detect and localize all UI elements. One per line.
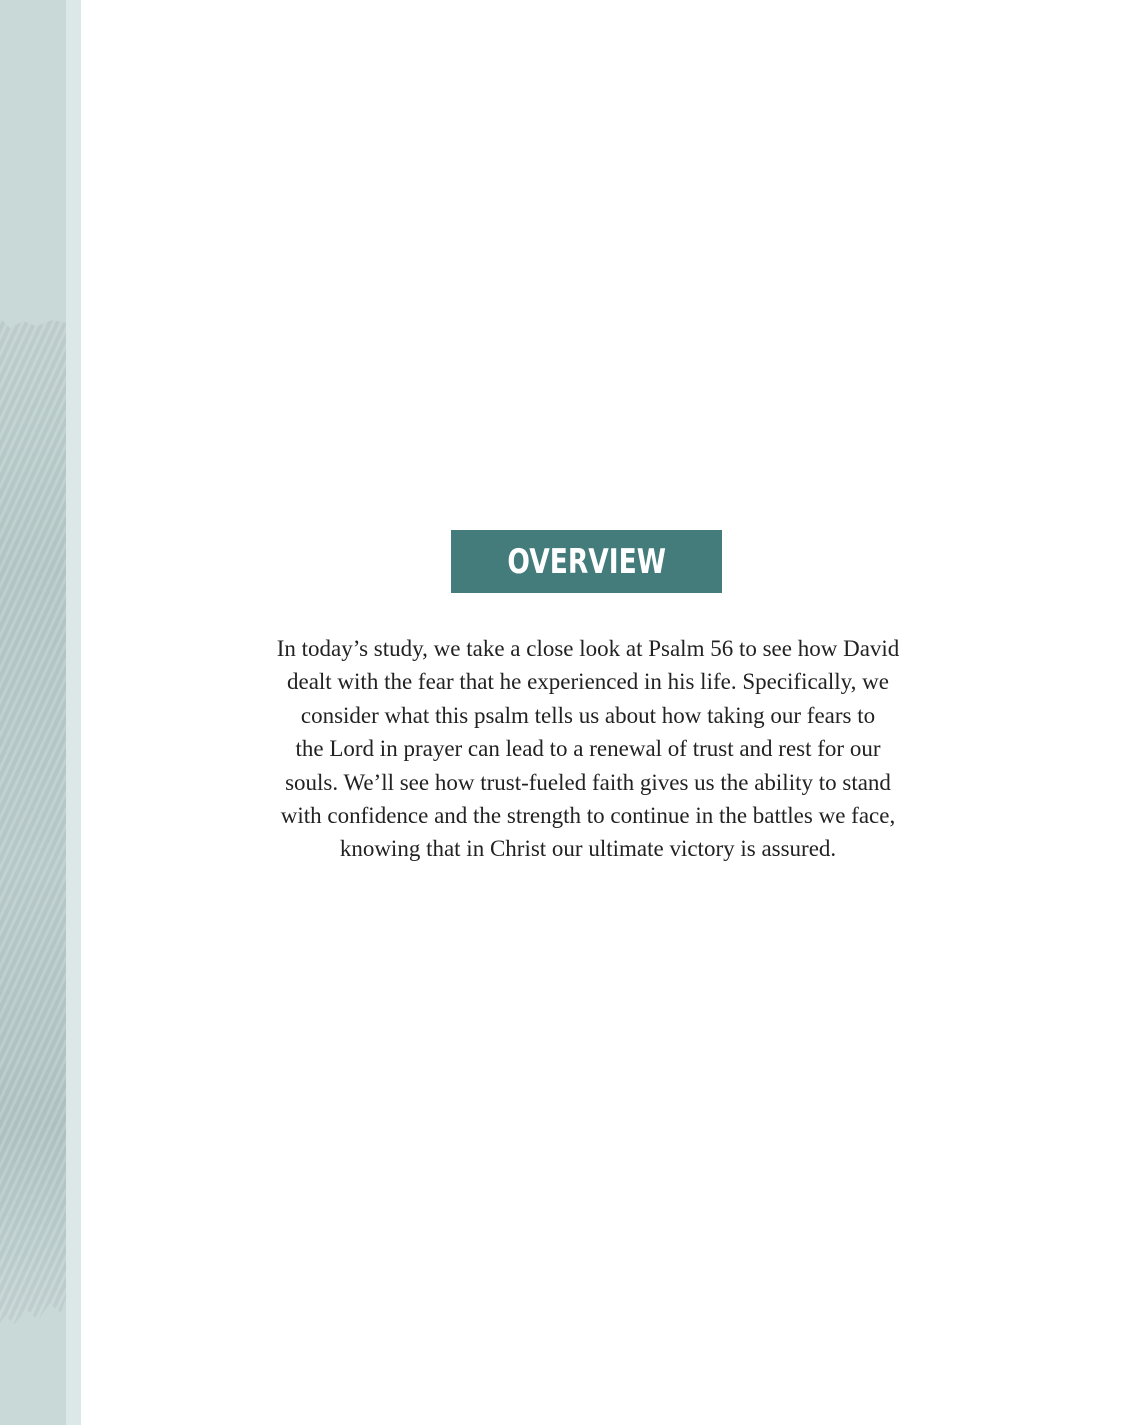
paragraph-line: with confidence and the strength to continue in the battles we face, [280, 803, 896, 829]
paragraph-line: souls. We’ll see how trust-fueled faith gives us the ability to stand [285, 769, 891, 795]
watercolor-texture [0, 318, 66, 1328]
side-rule [66, 0, 81, 1425]
overview-paragraph [238, 632, 938, 866]
overview-banner [451, 530, 722, 593]
paragraph-line: In today’s study, we take a close look at Psalm 56 to see how David [276, 636, 900, 661]
overview-heading: OVERVIEW [507, 541, 666, 582]
paragraph-line: dealt with the fear that he experienced in his life. Specifically, we [286, 669, 889, 695]
paragraph-line: knowing that in Christ our ultimate victory is assured. [339, 836, 837, 862]
paragraph-line: consider what this psalm tells us about how taking our fears to [300, 702, 876, 728]
paragraph-line: the Lord in prayer can lead to a renewal of trust and rest for our [295, 736, 881, 762]
